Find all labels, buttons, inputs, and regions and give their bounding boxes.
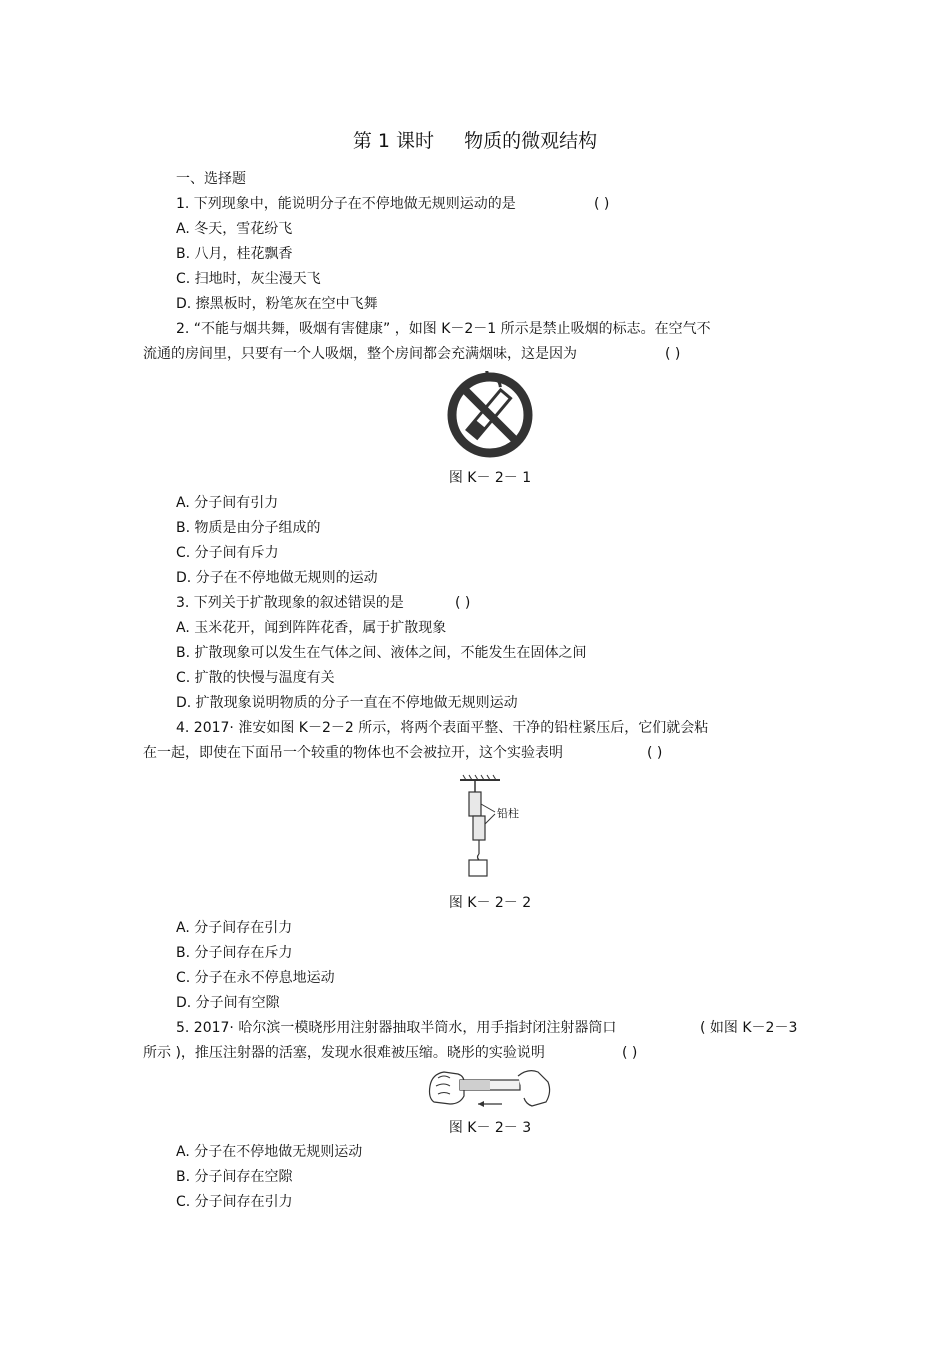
lead-cylinder-label: 铅柱: [497, 807, 519, 820]
no-smoking-sign-figure: [444, 371, 536, 459]
lead-cylinders-figure: [455, 774, 535, 880]
q2-option-a: A. 分子间有引力: [176, 495, 279, 511]
q2-option-c: C. 分子间有斥力: [176, 545, 279, 561]
q1-option-d: D. 擦黑板时，粉笔灰在空中飞舞: [176, 296, 378, 312]
q2-stem-line1: 2. “不能与烟共舞，吸烟有害健康” ，如图 K－2－1 所示是禁止吸烟的标志。在空气不: [176, 321, 711, 337]
q1-option-a: A. 冬天，雪花纷飞: [176, 221, 293, 237]
q4-figure-caption: 图 K－ 2－ 2: [448, 895, 532, 911]
q5-stem-line2: 所示 )，推压注射器的活塞，发现水很难被压缩。晓彤的实验说明: [143, 1045, 545, 1061]
q3-option-d: D. 扩散现象说明物质的分子一直在不停地做无规则运动: [176, 695, 518, 711]
q4-stem-line2: 在一起，即使在下面吊一个较重的物体也不会被拉开，这个实验表明: [143, 745, 563, 761]
q1-option-b: B. 八月，桂花飘香: [176, 246, 293, 262]
section-heading: 一、选择题: [176, 171, 246, 187]
lesson-topic: 物质的微观结构: [464, 130, 598, 152]
q4-option-a: A. 分子间存在引力: [176, 920, 293, 936]
q3-option-a: A. 玉米花开，闻到阵阵花香，属于扩散现象: [176, 620, 447, 636]
q1-option-c: C. 扫地时，灰尘漫天飞: [176, 271, 321, 287]
syringe-figure: [426, 1064, 556, 1112]
q3-option-b: B. 扩散现象可以发生在气体之间、液体之间，不能发生在固体之间: [176, 645, 587, 661]
q1-stem: 1. 下列现象中，能说明分子在不停地做无规则运动的是: [176, 196, 516, 212]
q3-answer-bracket: ( ): [455, 595, 471, 611]
q5-answer-bracket: ( ): [622, 1045, 638, 1061]
q4-option-b: B. 分子间存在斥力: [176, 945, 293, 961]
q5-stem-line1-ref: ( 如图 K－2－3: [700, 1020, 798, 1036]
q4-option-d: D. 分子间有空隙: [176, 995, 280, 1011]
q2-figure-caption: 图 K－ 2－ 1: [448, 470, 532, 486]
q3-stem: 3. 下列关于扩散现象的叙述错误的是: [176, 595, 404, 611]
q5-option-c: C. 分子间存在引力: [176, 1194, 293, 1210]
q4-stem-line1: 4. 2017· 淮安如图 K－2－2 所示，将两个表面平整、干净的铅柱紧压后，它们就会粘: [176, 720, 709, 736]
q4-answer-bracket: ( ): [647, 745, 663, 761]
q2-stem-line2: 流通的房间里，只要有一个人吸烟，整个房间都会充满烟味，这是因为: [143, 346, 577, 362]
q2-answer-bracket: ( ): [665, 346, 681, 362]
lesson-number: 第 1 课时: [352, 130, 435, 152]
q5-figure-caption: 图 K－ 2－ 3: [448, 1120, 532, 1136]
q5-stem-line1: 5. 2017· 哈尔滨一模晓彤用注射器抽取半筒水，用手指封闭注射器筒口: [176, 1020, 617, 1036]
page-title: [0, 129, 950, 153]
q5-option-b: B. 分子间存在空隙: [176, 1169, 293, 1185]
q4-option-c: C. 分子在永不停息地运动: [176, 970, 335, 986]
q1-answer-bracket: ( ): [594, 196, 610, 212]
q2-option-d: D. 分子在不停地做无规则的运动: [176, 570, 378, 586]
q2-option-b: B. 物质是由分子组成的: [176, 520, 321, 536]
q3-option-c: C. 扩散的快慢与温度有关: [176, 670, 335, 686]
q5-option-a: A. 分子在不停地做无规则运动: [176, 1144, 363, 1160]
